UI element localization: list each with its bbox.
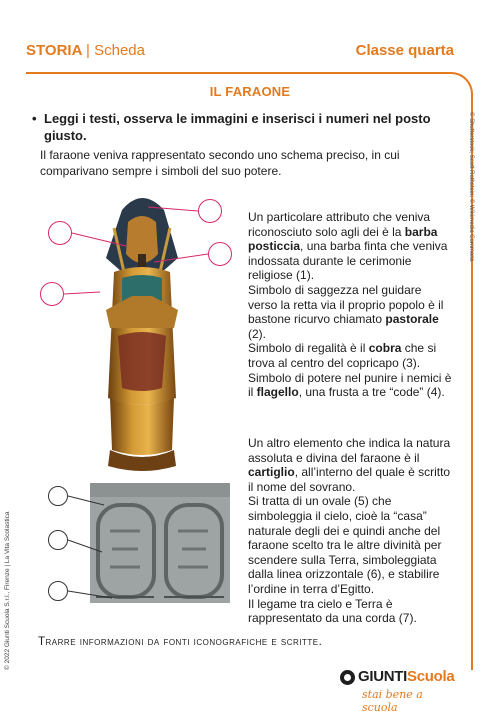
header-separator: | [86, 42, 90, 59]
publisher-logo [340, 668, 456, 714]
text-span: , una frusta a tre “code” (4). [298, 385, 445, 400]
text-span: Un altro elemento che indica la natura assoluta e divina del faraone è il [248, 436, 451, 465]
logo-g-icon [340, 670, 355, 685]
logo-tagline: stai bene a scuola [362, 688, 423, 714]
text-span: Simbolo di regalità è il [248, 341, 369, 356]
text-span: Un particolare attributo che veniva riconosciuto solo agli dei è la [248, 210, 431, 239]
paragraph-rope: Il legame tra cielo e Terra è rappresentato da una corda (7). [248, 596, 417, 626]
text-span: che si trova al centro del copricapo (3). [248, 341, 437, 370]
paragraph-oval: Si tratta di un ovale (5) che simboleggia il cielo, cioè la “casa” naturale degli dei e quindi anche del faraone scelto tra le altre divinità per scendere sulla Terra, simboleggiata dalla linea orizzontale (6), e stabilire l’ordine in terra d’Egitto. [248, 494, 442, 596]
term-crook: pastorale [385, 312, 439, 327]
sheet-kind: Scheda [94, 42, 145, 59]
text-span: , una barba finta che veniva indossata durante le cerimonie religiose (1). [248, 239, 448, 283]
term-cartouche: cartiglio [248, 465, 295, 480]
logo-name-b: Scuola [407, 668, 455, 685]
intro-paragraph: Il faraone veniva rappresentato secondo uno schema preciso, in cui comparivano sempre i simboli del suo potere. [40, 148, 400, 178]
grade-label: Classe quarta [355, 42, 454, 59]
page-title: IL FARAONE [209, 84, 291, 99]
text-span: (2). [248, 326, 266, 341]
logo-wordmark [358, 668, 454, 685]
copyright-credit [4, 480, 16, 670]
subject-name: STORIA [26, 42, 82, 59]
paragraph-cartouche [248, 436, 452, 494]
term-flail: flagello [256, 385, 299, 400]
photo-credit-text: © Shutterstock; Scott Rothstein; © Wikimedia Commons [468, 112, 474, 262]
text-span: Simbolo di potere nel punire i nemici è il [248, 370, 452, 400]
text-span: Simbolo di saggezza nel guidare verso la retta via il proprio popolo è il bastone ricurvo chiamato [248, 282, 444, 327]
instruction-text: Leggi i testi, osserva le immagini e inserisci i numeri nel posto giusto. [44, 111, 431, 143]
learning-objective: Trarre informazioni da fonti iconografiche e scritte. [38, 636, 323, 648]
text-span: , all’interno del quale è scritto il nome del sovrano. [248, 465, 451, 494]
term-cobra: cobra [368, 341, 402, 356]
term-beard: barba posticcia [248, 224, 438, 254]
copyright-text: © 2022 Giunti Scuola S.r.l., Firenze | La Vita Scolastica [4, 511, 11, 670]
text-block-cartouche [248, 436, 452, 626]
logo-name-a: GIUNTI [358, 668, 408, 685]
bullet-icon: • [32, 111, 37, 126]
